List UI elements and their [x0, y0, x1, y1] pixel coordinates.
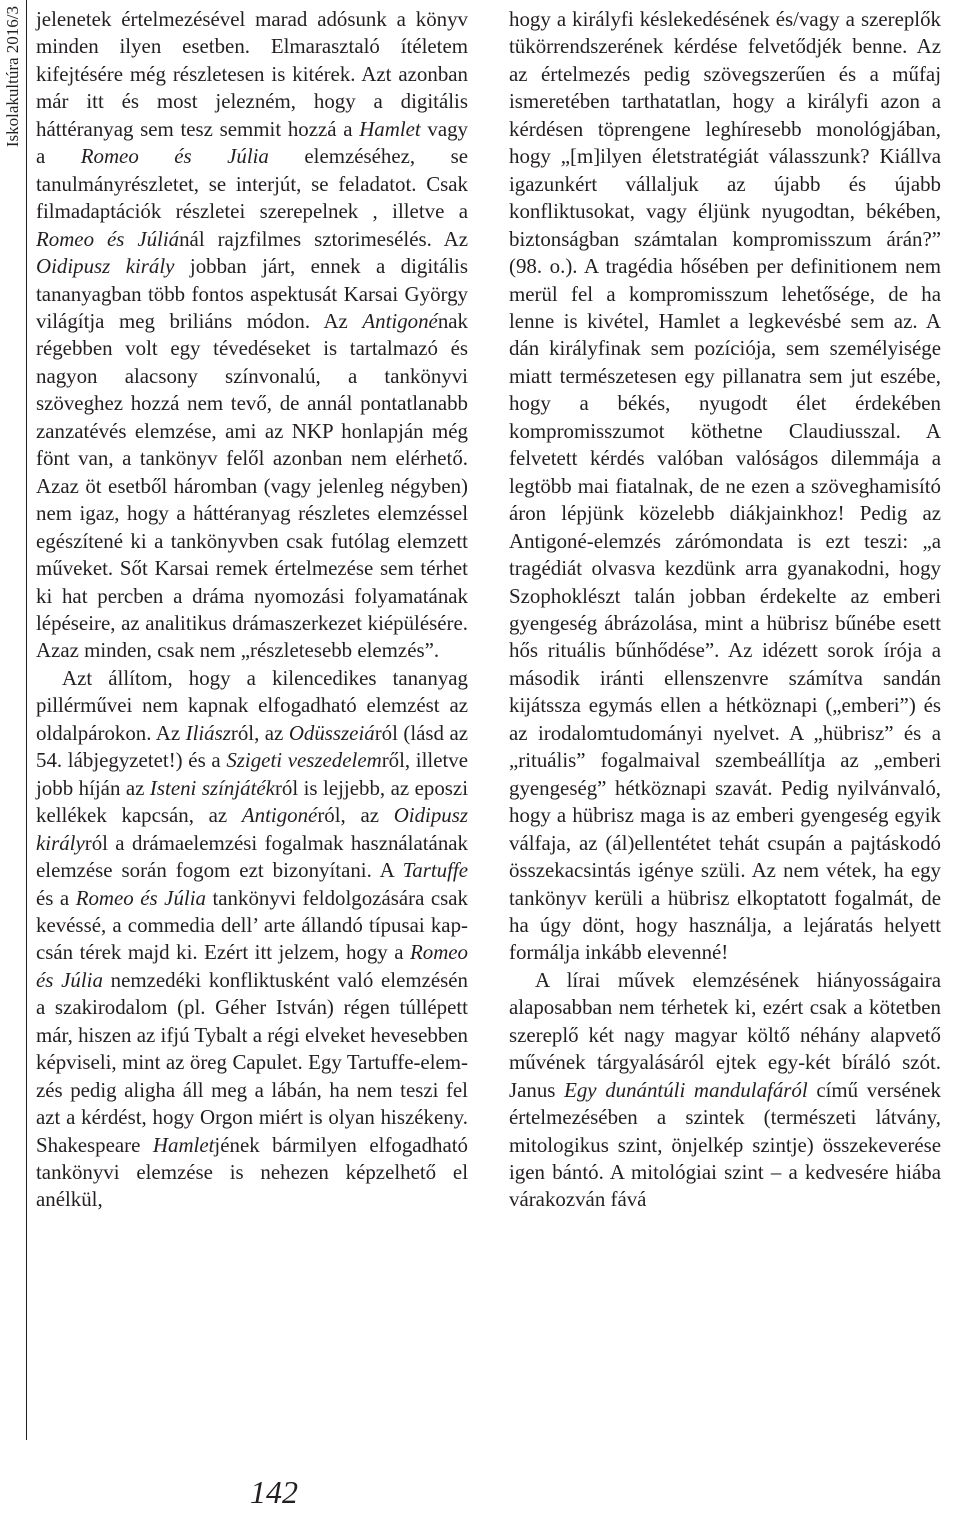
text-run: Azt állítom, hogy a kilencedikes tananyag pillérművei nem kapnak elfogadható elemzést az oldalpárokon. Az — [36, 665, 468, 745]
italic-title-run: Antigoné — [362, 308, 438, 333]
italic-title-run: Isteni színjáték — [149, 775, 275, 800]
right-text-column — [509, 6, 941, 1214]
text-run: A lírai művek elemzésének hiányosságaira alaposabban nem térhetek ki, ezért csak a kötetben szereplő két nagy magyar költő néhány alapvető művének tárgyalásáról ejtek egy-két bíráló szót. Janus — [509, 967, 941, 1102]
paragraph — [509, 6, 941, 967]
paragraph — [509, 967, 941, 1214]
journal-spine-label: Iskolakultúra 2016/3 — [3, 6, 22, 148]
italic-title-run: Hamlet — [359, 116, 421, 141]
spine-rule — [0, 0, 27, 1440]
text-run: ról, az — [230, 720, 289, 745]
italic-title-run: Oidipusz király — [36, 254, 175, 279]
italic-title-run: Romeo és Júlia — [80, 144, 269, 169]
italic-title-run: Odüsszeiá — [288, 720, 375, 745]
paragraph — [36, 6, 468, 665]
page-number: 142 — [250, 1474, 298, 1510]
text-run: nemzedéki konfliktusként való elemzésén a szakirodalom (pl. Géher István) régen túllépett már, hiszen az ifjú Tybalt a régi elveket hevesebben képviseli, mint az öreg Capulet. Egy Tartuffe-elemzés pedig aligha áll meg a lábán, ha nem teszi fel azt a kérdést, hogy Orgon miért is olyan hiszékeny. Shakespeare — [36, 967, 468, 1157]
paragraph — [36, 665, 468, 1214]
italic-title-run: Romeo és Júliá — [36, 226, 180, 251]
italic-title-run: Szigeti veszedelem — [226, 748, 382, 773]
text-run: ről, illetve jobb híján az — [36, 748, 469, 800]
text-run: jobban járt, ennek a digitális tananyagban több fontos aspektusát Karsai György világítja meg briliáns módon. Az — [36, 254, 468, 333]
text-run: nak régebben volt egy tévedéseket is tartalmazó és nagyon alacsony színvonalú, a tankönyvi szöveghez hozzá nem tevő, de annál pontatlanabb zanzatévés elemzése, ami az NKP honlapján még fönt van, a tankönyv felől azonban nem elérhető. Azaz öt esetből háromban (vagy jelenleg négyben) nem igaz, hogy a háttéranyag részletes elemzéssel egészítené ki a tankönyvben csak futólag elemzett műveket. Sőt Karsai remek értelmezése sem térhet ki hat percben a dráma nyomozási folyamatának lépéseire, az analitikus drámaszerkezet kiépülésére. Azaz minden, csak nem „részletesebb elemzés”. — [36, 308, 468, 663]
text-run: vagy a — [36, 116, 469, 169]
italic-title-run: Antigoné — [241, 803, 318, 828]
text-run: jének bármilyen elfogadható tankönyvi elemzése is nehezen képzelhető el anélkül, — [36, 1132, 468, 1212]
italic-title-run: Oidipusz király — [36, 803, 469, 855]
text-run: ról is lejjebb, az eposzi kellékek kapcsán, az — [36, 775, 469, 828]
text-run: tankönyvi feldolgozására csak kevéssé, a commedia dell’ arte állandó típusai kapcsán térek majd ki. Ezért itt jelzem, hogy a — [36, 885, 468, 965]
text-run: ról a drámaelemzési fogalmak használatának elemzése során fogom ezt bizonyítani. A — [36, 830, 468, 883]
italic-title-run: Tartuffe — [402, 858, 468, 883]
text-run: és a — [36, 885, 76, 910]
text-run: elemzéséhez, se tanulmányrészletet, se interjút, se feladatot. Csak filmadaptációk részletei szerepelnek , illetve a — [36, 144, 468, 224]
italic-title-run: Romeo és Júlia — [36, 940, 468, 992]
text-run: hogy a királyfi késlekedésének és/vagy a szereplők tükörrendszerének kérdése felvetődjék benne. Az az értelmezés pedig szövegszerűen és a műfaj ismeretében tarthatatlan, hogy a királyfi azon a kérdésen töprengene leghíresebb monológjában, hogy „[m]ilyen életstratégiát válasszunk? Kiállva igazunkért vállaljuk az újabb és újabb konfliktusokat, vagy éljünk nyugodtan, békében, biztonságban számtalan kompromisszum árán?” (98. o.). A tragédia hősében per definitionem nem merül fel a kompromisszum lehetősége, de ha lenne is kivétel, Hamlet a legkevésbé sem az. A dán királyfinak sem pozíciója, sem személyisége miatt természetesen egy pillanatra sem jut eszébe, hogy a békés, nyugodt élet érdekében kompromisszumot köthetne Claudiusszal. A felvetett kérdés valóban valóságos dilemmája a legtöbb mai fiatalnak, de ne ezen a szöveghamisító áron lépjünk közelebb diákjainkhoz! Pedig az Antigoné-elemzés zárómondata is ezt teszi: „a tragédiát olvasva kezdünk arra gyanakodni, hogy Szophoklészt talán jobban érdekelte az emberi gyengeség ábrázolása, mint a hübrisz bűnébe esett hős rituális bűnhődése”. Az idézett sorok írója a második iránti ellenszenvre számítva sandán kijátssza egymás ellen a hétköznapi („emberi”) és az irodalomtudományi nyelvet. A „hübrisz” és a „rituális” fogalmaival szembeállítja az „emberi gyengeség” hétköznapi szavát. Pedig nyilvánvaló, hogy a hübrisz maga is az emberi gyengeség egyik válfaja, az (ál)ellentétet tehát csupán a pajtáskodó összekacsintás igénye szüli. Az nem vétek, ha egy tankönyv kerüli a hübrisz elkoptatott fogalmát, de ha úgy dönt, hogy használja, a lejáratás helyett formálja inkább elevenné! — [509, 7, 941, 965]
italic-title-run: Iliász — [185, 720, 231, 745]
text-run: című versének értelmezésében a szintek (természeti látvány, mitologikus szint, önjelkép szintje) összekeverése igen bántó. A mitológiai szint – a kedvesére hiába várakozván fává — [509, 1077, 941, 1212]
italic-title-run: Hamlet — [152, 1132, 215, 1157]
text-run: ról (lásd az 54. lábjegyzetet!) és a — [36, 720, 469, 773]
text-run: jelenetek értelmezésével marad adósunk a könyv minden ilyen esetben. Elmarasztaló ítéletem kifejtésére még részletesen is kitérek. Azt azonban már itt és most jelezném, hogy a digitális háttéranyag sem tesz semmit hozzá a — [36, 7, 468, 141]
italic-title-run: Egy dunántúli mandulafáról — [564, 1077, 808, 1102]
text-run: nál rajzfilmes sztorimesélés. Az — [179, 226, 468, 251]
italic-title-run: Romeo és Júlia — [75, 885, 206, 910]
text-run: ról, az — [317, 803, 394, 828]
left-text-column — [36, 6, 468, 1214]
